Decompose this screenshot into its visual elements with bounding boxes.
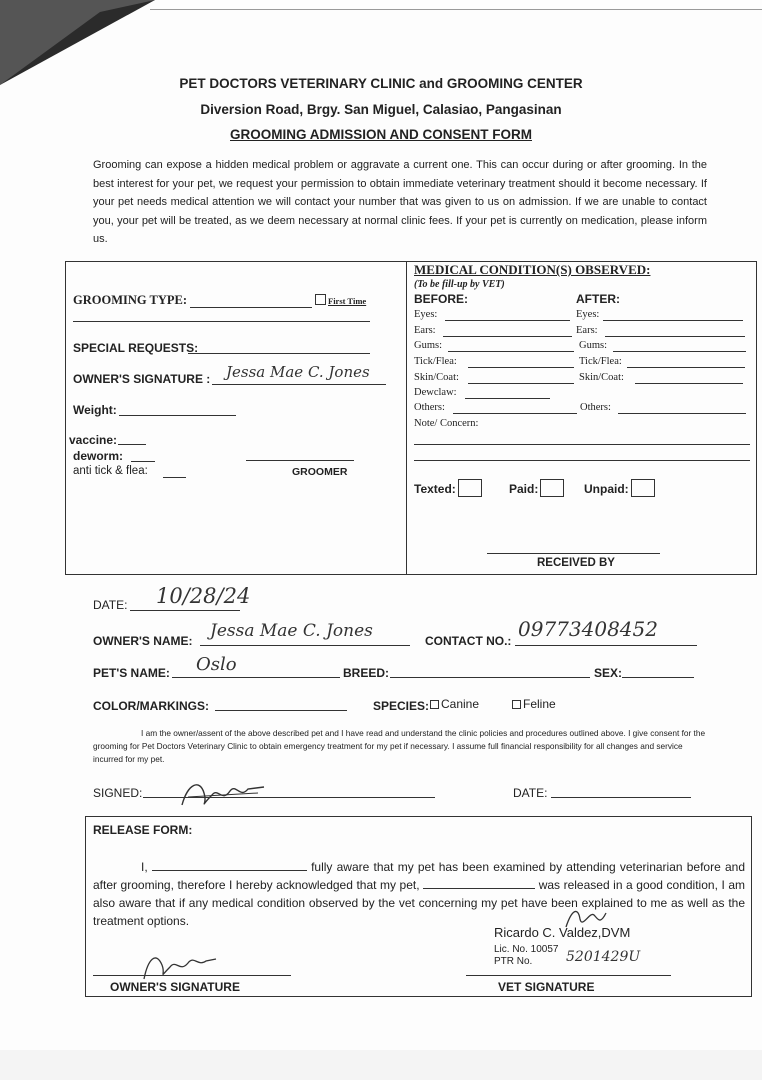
before-label: BEFORE: bbox=[414, 292, 468, 306]
deworm-line[interactable] bbox=[131, 461, 155, 462]
note-label: Note/ Concern: bbox=[414, 418, 479, 429]
pet-name-label: PET'S NAME: bbox=[93, 666, 170, 680]
feline-box[interactable] bbox=[512, 700, 521, 709]
vaccine-line[interactable] bbox=[118, 444, 146, 445]
after-tickflea: Tick/Flea: bbox=[579, 356, 622, 367]
after-others-line[interactable] bbox=[618, 413, 746, 414]
owner-signature-value: Jessa Mae C. Jones bbox=[226, 363, 370, 381]
groomer-line[interactable] bbox=[246, 460, 354, 461]
breed-line[interactable] bbox=[390, 677, 590, 678]
clinic-name: PET DOCTORS VETERINARY CLINIC and GROOMING CENTER bbox=[179, 76, 583, 91]
grooming-type-label: GROOMING TYPE: bbox=[73, 293, 188, 307]
vet-lic: Lic. No. 10057 bbox=[494, 944, 559, 955]
paid-box[interactable] bbox=[540, 479, 564, 497]
owner-name-label: OWNER'S NAME: bbox=[93, 634, 193, 648]
before-dewclaw: Dewclaw: bbox=[414, 387, 457, 398]
release-pet-line[interactable] bbox=[423, 878, 535, 889]
after-ears-line[interactable] bbox=[605, 336, 745, 337]
unpaid-label: Unpaid: bbox=[584, 482, 629, 496]
canine-box[interactable] bbox=[430, 700, 439, 709]
date-value: 10/28/24 bbox=[156, 584, 251, 608]
vet-name: Ricardo C. Valdez,DVM bbox=[494, 925, 631, 940]
contact-label: CONTACT NO.: bbox=[425, 634, 512, 648]
before-dewclaw-line[interactable] bbox=[465, 398, 550, 399]
anti-tick-line[interactable] bbox=[163, 477, 186, 478]
owner-name-line[interactable] bbox=[200, 645, 410, 646]
first-time-checkbox[interactable] bbox=[315, 294, 366, 306]
before-ears: Ears: bbox=[414, 325, 436, 336]
medical-subtitle: (To be fill-up by VET) bbox=[414, 279, 505, 290]
clinic-address: Diversion Road, Brgy. San Miguel, Calasiao, Pangasinan bbox=[200, 102, 562, 117]
vet-release-signature-label: VET SIGNATURE bbox=[498, 980, 595, 994]
before-gums-line[interactable] bbox=[448, 351, 574, 352]
texted-label: Texted: bbox=[414, 482, 456, 496]
before-tickflea: Tick/Flea: bbox=[414, 356, 457, 367]
contact-value: 09773408452 bbox=[518, 617, 658, 641]
date-line[interactable] bbox=[130, 610, 240, 611]
after-eyes: Eyes: bbox=[576, 309, 600, 320]
note-line-1[interactable] bbox=[414, 444, 750, 445]
before-gums: Gums: bbox=[414, 340, 443, 351]
feline-checkbox[interactable] bbox=[512, 697, 556, 711]
release-text-2: was released in a good condition, I am also aware that if any medical condition observed by the vet concerning my pet have been explained to me as well as the treatment options. bbox=[93, 878, 745, 928]
release-name-line[interactable] bbox=[152, 860, 307, 871]
anti-tick-label: anti tick & flea: bbox=[73, 465, 148, 477]
vet-ptr-value: 5201429U bbox=[566, 949, 641, 965]
after-skincoat-line[interactable] bbox=[635, 383, 743, 384]
vaccine-label: vaccine: bbox=[69, 433, 118, 447]
after-eyes-line[interactable] bbox=[603, 320, 743, 321]
color-line[interactable] bbox=[215, 710, 347, 711]
signed-date-line[interactable] bbox=[551, 797, 691, 798]
intro-paragraph: Grooming can expose a hidden medical problem or aggravate a current one. This can occur during or after grooming. In the best interest for your pet, we request your permission to obtain immediate veterinary treatment should it become necessary. If your pet needs medical attention we will contact your number that was given to us on admission. If we are unable to contact you, your pet will be treated, as we deem necessary at normal clinic fees. If your pet is currently on medication, please inform us. bbox=[93, 159, 707, 245]
before-eyes-line[interactable] bbox=[445, 320, 570, 321]
pet-name-value: Oslo bbox=[196, 654, 237, 675]
signed-signature bbox=[178, 775, 268, 815]
signed-label: SIGNED: bbox=[93, 786, 143, 800]
before-skincoat: Skin/Coat: bbox=[414, 372, 459, 383]
owner-name-value: Jessa Mae C. Jones bbox=[210, 621, 373, 641]
species-label: SPECIES: bbox=[373, 699, 430, 713]
weight-label: Weight: bbox=[73, 403, 117, 417]
contact-line[interactable] bbox=[515, 645, 697, 646]
grooming-type-line-2[interactable] bbox=[73, 321, 370, 322]
before-others: Others: bbox=[414, 402, 445, 413]
first-time-label: First Time bbox=[328, 296, 367, 306]
after-label: AFTER: bbox=[576, 292, 620, 306]
feline-label: Feline bbox=[523, 697, 556, 711]
owner-release-signature-label: OWNER'S SIGNATURE bbox=[110, 980, 240, 994]
signed-date-label: DATE: bbox=[513, 786, 548, 800]
received-by-label: RECEIVED BY bbox=[537, 557, 615, 569]
consent-paragraph: I am the owner/assent of the above described pet and I have read and understand the clinic policies and procedures outlined above. I give consent for the grooming for Pet Doctors Veterinary Clinic to obtain emergency treatment for my pet if necessary. I assume full financial responsibility for all changes and service incurred for my pet. bbox=[93, 728, 706, 764]
unpaid-box[interactable] bbox=[631, 479, 655, 497]
unpaid-checkbox[interactable] bbox=[584, 479, 655, 497]
before-eyes: Eyes: bbox=[414, 309, 438, 320]
after-ears: Ears: bbox=[576, 325, 598, 336]
owner-release-signature bbox=[140, 945, 220, 985]
after-others: Others: bbox=[580, 402, 611, 413]
before-others-line[interactable] bbox=[453, 413, 577, 414]
after-tickflea-line[interactable] bbox=[627, 367, 745, 368]
pet-name-line[interactable] bbox=[172, 677, 340, 678]
special-requests-line[interactable] bbox=[188, 353, 370, 354]
texted-box[interactable] bbox=[458, 479, 482, 497]
note-line-2[interactable] bbox=[414, 460, 750, 461]
top-edge-line bbox=[150, 9, 762, 10]
before-tickflea-line[interactable] bbox=[468, 367, 574, 368]
after-skincoat: Skin/Coat: bbox=[579, 372, 624, 383]
deworm-label: deworm: bbox=[73, 449, 124, 463]
bottom-edge bbox=[0, 1050, 762, 1080]
grooming-box bbox=[65, 261, 757, 575]
canine-label: Canine bbox=[441, 697, 480, 711]
before-skincoat-line[interactable] bbox=[468, 383, 574, 384]
column-divider bbox=[406, 261, 407, 574]
after-gums: Gums: bbox=[579, 340, 608, 351]
form-title: GROOMING ADMISSION AND CONSENT FORM bbox=[230, 127, 532, 142]
owner-signature-label: OWNER'S SIGNATURE : bbox=[73, 372, 211, 386]
checkbox-icon[interactable] bbox=[315, 294, 326, 305]
groomer-label: GROOMER bbox=[292, 466, 348, 478]
breed-label: BREED: bbox=[343, 666, 390, 680]
special-requests-label: SPECIAL REQUESTS: bbox=[73, 341, 199, 355]
release-text-block bbox=[93, 858, 745, 930]
release-title: RELEASE FORM: bbox=[93, 823, 193, 837]
canine-checkbox[interactable] bbox=[430, 697, 479, 711]
paid-checkbox[interactable] bbox=[509, 479, 564, 497]
grooming-type-line[interactable] bbox=[190, 307, 312, 308]
weight-line[interactable] bbox=[119, 415, 236, 416]
sex-line[interactable] bbox=[622, 677, 694, 678]
medical-title: MEDICAL CONDITION(S) OBSERVED: bbox=[414, 262, 651, 277]
owner-signature-line[interactable] bbox=[212, 384, 386, 385]
received-by-line[interactable] bbox=[487, 553, 660, 554]
before-ears-line[interactable] bbox=[443, 336, 572, 337]
paid-label: Paid: bbox=[509, 482, 539, 496]
sex-label: SEX: bbox=[594, 666, 623, 680]
after-gums-line[interactable] bbox=[613, 351, 746, 352]
color-label: COLOR/MARKINGS: bbox=[93, 699, 209, 713]
vet-ptr-label: PTR No. bbox=[494, 956, 533, 967]
release-i: I, bbox=[141, 860, 148, 874]
release-text-1: fully aware that my pet has been examined by attending veterinarian before and after grooming, therefore I hereby acknowledged that my pet, bbox=[93, 860, 745, 892]
texted-checkbox[interactable] bbox=[414, 479, 482, 497]
vet-release-signature-line[interactable] bbox=[466, 975, 671, 976]
date-label: DATE: bbox=[93, 598, 128, 612]
